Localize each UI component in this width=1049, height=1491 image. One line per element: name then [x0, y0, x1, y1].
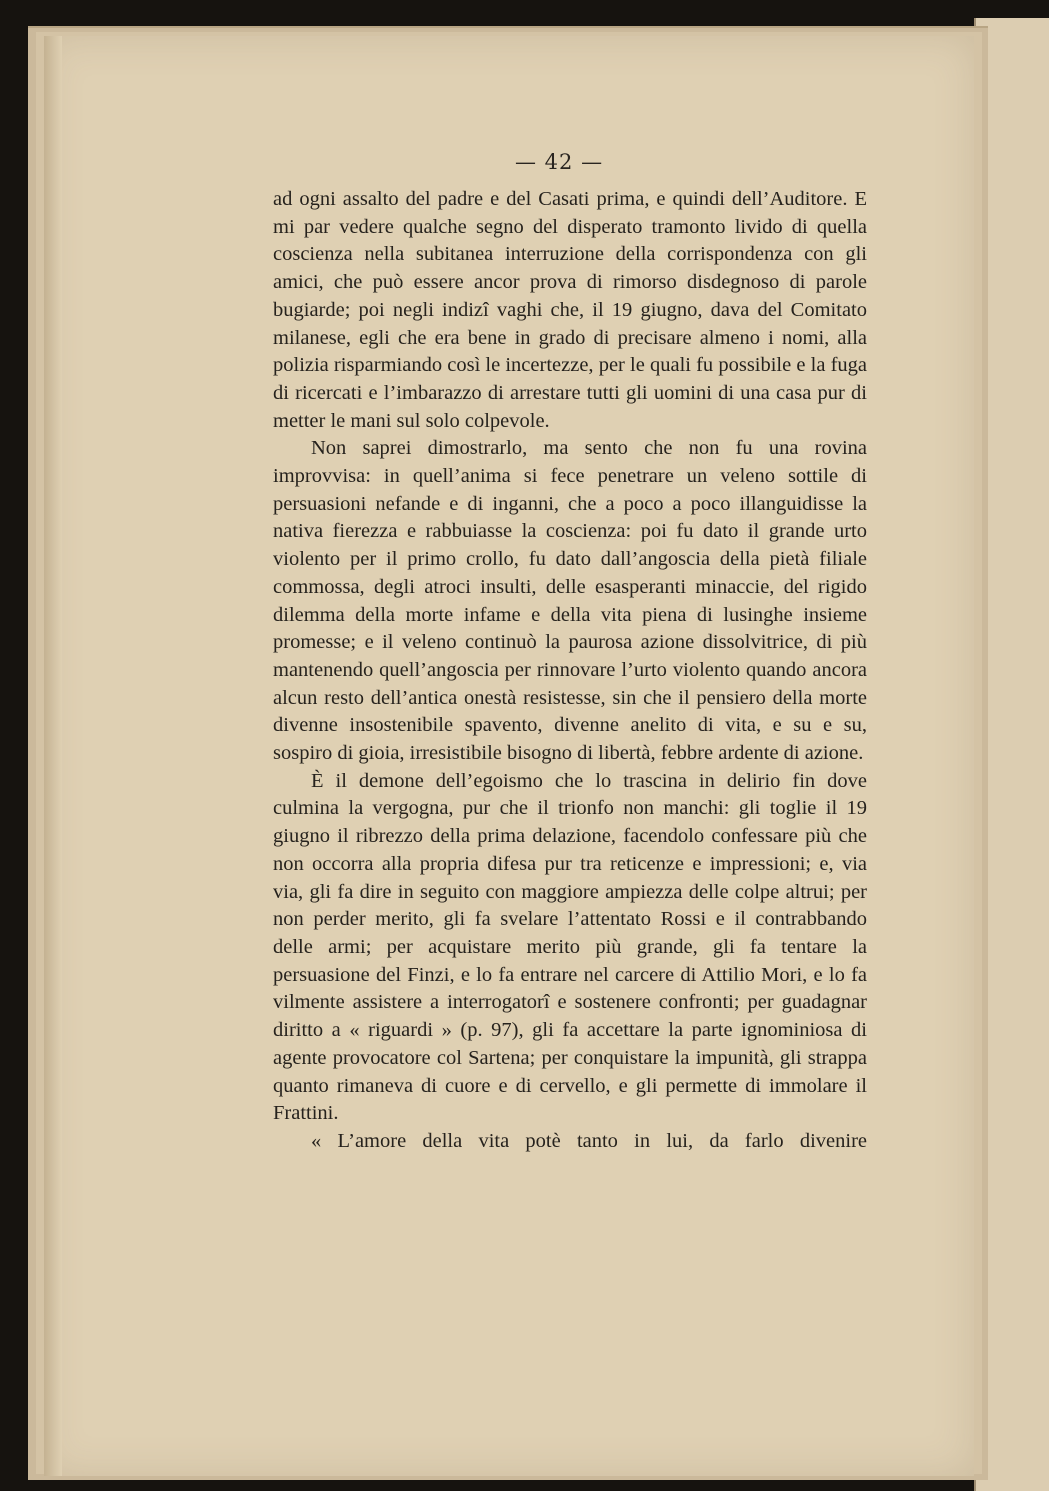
page-number: — 42 — — [515, 150, 604, 174]
paragraph: È il demone dell’egoismo che lo trascina in delirio fin dove culmina la vergogna, pur che il trionfo non manchi: gli toglie il 19 giugno il ribrezzo della prima delazione, facendolo confessare più che non occorra alla propria difesa pur tra reticenze e impressioni; e, via via, gli fa dire in seguito con maggiore ampiezza delle colpe altrui; per non perder merito, gli fa svelare l’attentato Rossi e il contrabbando delle armi; per acquistare merito più grande, gli fa tentare la persuasione del Finzi, e lo fa entrare nel carcere di Attilio Mori, e lo fa vilmente assistere a interrogatorî e sostenere confronti; per guadagnar diritto a « riguardi » (p. 97), gli fa accettare la parte ignominiosa di agente provocatore col Sartena; per conquistare la impunità, gli strappa quanto rimaneva di cuore e di cervello, e gli permette di immolare il Frattini. — [273, 769, 867, 1125]
paragraph: Non saprei dimostrarlo, ma sento che non fu una rovina improvvisa: in quell’anima si fece penetrare un veleno sottile di persuasioni nefande e di inganni, che a poco a poco illanguidisse la nativa fierezza e rabbuiasse la coscienza: poi fu dato il grande urto violento per il primo crollo, fu dato dall’angoscia della pietà filiale commossa, degli atroci insulti, delle esasperanti minaccie, del rigido dilemma della morte infame e della vita piena di lusinghe insieme promesse; e il veleno continuò la paurosa azione dissolvitrice, di più mantenendo quell’angoscia per rinnovare l’urto violento quando ancora alcun resto dell’antica onestà resistesse, sin che il pensiero della morte divenne insostenibile spavento, divenne anelito di vita, e su e su, sospiro di gioia, irresistibile bisogno di libertà, febbre ardente di azione. — [273, 437, 867, 765]
paragraph: ad ogni assalto del padre e del Casati prima, e quindi dell’Auditore. E mi par vedere qualche segno del disperato tramonto livido di quella coscienza nella subitanea interruzione della corrispondenza con gli amici, che può essere ancor prova di rimorso disdegnoso di parole bugiarde; poi negli indizî vaghi che, il 19 giugno, dava del Comitato milanese, egli che era bene in grado di precisare almeno i nomi, alla polizia risparmiando così le incertezze, per le quali fu possibile e la fuga di ricercati e l’imbarazzo di arrestare tutti gli uomini di una casa pur di metter le mani sul solo colpevole. — [273, 188, 867, 432]
body-text — [273, 186, 867, 1156]
page-gutter-shadow — [44, 36, 62, 1476]
paragraph: « L’amore della vita potè tanto in lui, da farlo divenire — [311, 1129, 867, 1152]
